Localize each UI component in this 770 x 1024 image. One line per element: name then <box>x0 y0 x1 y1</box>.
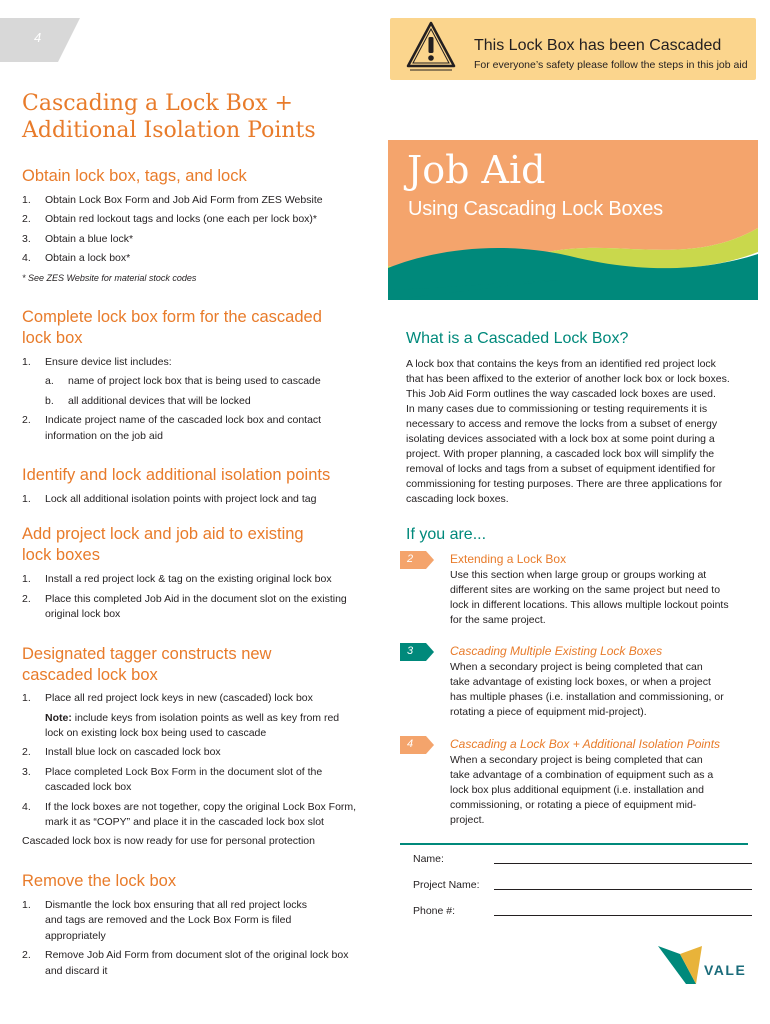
complete-sub-a-letter: a. <box>45 375 54 387</box>
what-is-line-10: cascading lock boxes. <box>406 493 509 505</box>
cascading-additional-line-1: When a secondary project is being completed that can <box>450 754 703 766</box>
designated-item-4-number: 4. <box>22 801 31 813</box>
main-title <box>22 90 372 144</box>
designated-item-2-number: 2. <box>22 746 31 758</box>
complete-item-1: Ensure device list includes: <box>45 356 172 368</box>
cascading-additional-line-5: project. <box>450 814 485 826</box>
section-tab-4-number: 4 <box>407 738 414 750</box>
main-title-line-1: Cascading a Lock Box + <box>22 91 293 116</box>
designated-note-line-1 <box>45 711 339 726</box>
designated-note-line-2: lock on existing lock box being used to cascade <box>45 727 267 739</box>
cascading-multiple-line-3: has multiple phases (i.e. installation and commissioning, or <box>450 691 724 703</box>
complete-heading-line-1: Complete lock box form for the cascaded <box>22 308 322 326</box>
what-is-line-8: removal of locks and tags from a subset of equipment identified for <box>406 463 716 475</box>
complete-heading-line-2: lock box <box>22 329 83 347</box>
material-stock-note: * See ZES Website for material stock codes <box>22 273 197 283</box>
obtain-item-2-number: 2. <box>22 213 31 225</box>
add-item-1-number: 1. <box>22 573 31 585</box>
remove-item-1-line-2: and tags are removed and the Lock Box Form is filed <box>45 914 292 926</box>
job-aid-title: Job Aid <box>407 148 546 192</box>
obtain-item-1-number: 1. <box>22 194 31 206</box>
extending-line-2: different sites are working on the same project but need to <box>450 584 721 596</box>
section-tab-3-number: 3 <box>407 645 414 657</box>
designated-item-3-line-2: cascaded lock box <box>45 781 132 793</box>
section-tab-2-number: 2 <box>407 553 414 565</box>
what-is-line-3: This Job Aid Form outlines the way cascaded lock boxes are used. <box>406 388 716 400</box>
if-you-are-heading: If you are... <box>406 526 487 543</box>
designated-closing: Cascaded lock box is now ready for use for personal protection <box>22 835 315 847</box>
phone-field[interactable] <box>494 915 752 916</box>
designated-item-4-line-2: mark it as “COPY” and place it in the cascaded lock box slot <box>45 816 324 828</box>
complete-sub-a: name of project lock box that is being used to cascade <box>68 375 321 387</box>
designated-item-1: Place all red project lock keys in new (cascaded) lock box <box>45 692 313 704</box>
obtain-item-2: Obtain red lockout tags and locks (one each per lock box)* <box>45 213 317 225</box>
what-is-line-6: isolating devices associated with a lock box at some point during a <box>406 433 715 445</box>
banner-subtitle: For everyone’s safety please follow the steps in this job aid <box>474 59 748 71</box>
cascading-additional-line-2: take advantage of a combination of equipment such as a <box>450 769 714 781</box>
job-aid-subtitle: Using Cascading Lock Boxes <box>408 198 663 220</box>
section-tab-2 <box>400 551 434 569</box>
extending-line-3: lock in different locations. This allows multiple lockout points <box>450 599 729 611</box>
complete-item-2-line-1: Indicate project name of the cascaded lock box and contact <box>45 414 322 426</box>
project-name-label: Project Name: <box>413 879 480 891</box>
note-label: Note: <box>45 712 72 724</box>
cascading-additional-title: Cascading a Lock Box + Additional Isolation Points <box>450 737 721 751</box>
remove-item-1-number: 1. <box>22 899 31 911</box>
warning-icon <box>406 20 456 74</box>
remove-item-1-line-1: Dismantle the lock box ensuring that all red project locks <box>45 899 308 911</box>
cascading-multiple-line-4: rotating a piece of equipment mid-project). <box>450 706 647 718</box>
remove-heading: Remove the lock box <box>22 872 177 890</box>
complete-sub-b-letter: b. <box>45 395 54 407</box>
remove-item-2-number: 2. <box>22 949 31 961</box>
what-is-line-9: commissioning for testing purposes. There are three applications for <box>406 478 723 490</box>
obtain-item-3: Obtain a blue lock* <box>45 233 134 245</box>
cascading-additional-line-4: commissioning, or rotating a piece of equipment mid- <box>450 799 697 811</box>
section-tab-3 <box>400 643 434 661</box>
designated-item-1-number: 1. <box>22 692 31 704</box>
name-field[interactable] <box>494 863 752 864</box>
project-name-field[interactable] <box>494 889 752 890</box>
extending-lock-box-title: Extending a Lock Box <box>450 552 567 566</box>
add-heading-line-2: lock boxes <box>22 546 100 564</box>
section-tab-4 <box>400 736 434 754</box>
obtain-heading: Obtain lock box, tags, and lock <box>22 167 247 185</box>
add-heading-line-1: Add project lock and job aid to existing <box>22 525 304 543</box>
what-is-heading: What is a Cascaded Lock Box? <box>406 330 629 347</box>
designated-item-3-number: 3. <box>22 766 31 778</box>
cascading-multiple-title: Cascading Multiple Existing Lock Boxes <box>450 644 663 658</box>
what-is-line-2: that has been affixed to the exterior of another lock box or lock boxes. <box>406 373 730 385</box>
complete-item-2-number: 2. <box>22 414 31 426</box>
obtain-item-4-number: 4. <box>22 252 31 264</box>
add-item-2-line-2: original lock box <box>45 608 121 620</box>
designated-item-2: Install blue lock on cascaded lock box <box>45 746 221 758</box>
banner-title: This Lock Box has been Cascaded <box>474 37 722 54</box>
designated-item-3-line-1: Place completed Lock Box Form in the document slot of the <box>45 766 323 778</box>
what-is-line-5: necessary to access and remove the locks from a subset of energy <box>406 418 718 430</box>
obtain-item-4: Obtain a lock box* <box>45 252 131 264</box>
page-number: 4 <box>34 30 42 45</box>
designated-heading-line-1: Designated tagger constructs new <box>22 645 272 663</box>
add-item-1: Install a red project lock & tag on the existing original lock box <box>45 573 332 585</box>
main-title-line-2: Additional Isolation Points <box>22 118 316 143</box>
name-label: Name: <box>413 853 444 865</box>
remove-item-2-line-1: Remove Job Aid Form from document slot of the original lock box <box>45 949 349 961</box>
obtain-item-3-number: 3. <box>22 233 31 245</box>
identify-item-1-number: 1. <box>22 493 31 505</box>
cascading-multiple-line-2: take advantage of existing lock boxes, or when a project <box>450 676 711 688</box>
cascading-additional-line-3: lock box plus additional equipment (i.e. installation and <box>450 784 704 796</box>
what-is-line-4: In many cases due to commissioning or testing requirements it is <box>406 403 708 415</box>
cascading-multiple-line-1: When a secondary project is being completed that can <box>450 661 703 673</box>
identify-item-1: Lock all additional isolation points with project lock and tag <box>45 493 317 505</box>
obtain-item-1: Obtain Lock Box Form and Job Aid Form from ZES Website <box>45 194 323 206</box>
section-divider <box>400 843 748 845</box>
add-item-2-number: 2. <box>22 593 31 605</box>
identify-heading: Identify and lock additional isolation points <box>22 466 331 484</box>
extending-line-4: for the same project. <box>450 614 546 626</box>
remove-item-2-line-2: and discard it <box>45 965 108 977</box>
phone-label: Phone #: <box>413 905 456 917</box>
extending-line-1: Use this section when large group or groups working at <box>450 569 707 581</box>
designated-heading-line-2: cascaded lock box <box>22 666 158 684</box>
complete-item-1-number: 1. <box>22 356 31 368</box>
what-is-line-7: project. With proper planning, a cascaded lock box will simplify the <box>406 448 715 460</box>
complete-item-2-line-2: information on the job aid <box>45 430 163 442</box>
what-is-line-1: A lock box that contains the keys from an identified red project lock <box>406 358 716 370</box>
vale-logo-text: VALE <box>704 962 747 978</box>
complete-sub-b: all additional devices that will be locked <box>68 395 251 407</box>
note-text: include keys from isolation points as well as key from red <box>71 712 340 724</box>
add-item-2-line-1: Place this completed Job Aid in the document slot on the existing <box>45 593 347 605</box>
designated-item-4-line-1: If the lock boxes are not together, copy the original Lock Box Form, <box>45 801 357 813</box>
remove-item-1-line-3: appropriately <box>45 930 106 942</box>
